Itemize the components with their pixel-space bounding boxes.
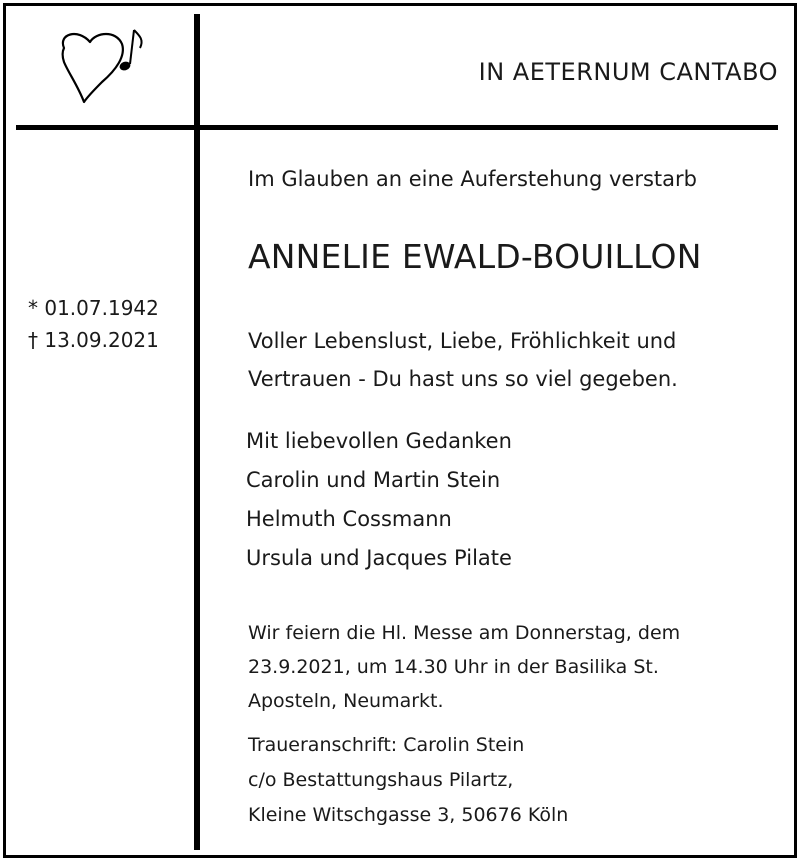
cross-vertical-bar — [194, 14, 200, 850]
condolence-address — [248, 728, 568, 833]
mass-line: 23.9.2021, um 14.30 Uhr in der Basilika St. — [248, 656, 659, 678]
address-line: Kleine Witschgasse 3, 50676 Köln — [248, 804, 569, 826]
mourners-list — [246, 422, 512, 578]
motto-heading: IN AETERNUM CANTABO — [478, 58, 778, 86]
mourner-line: Mit liebevollen Gedanken — [246, 429, 512, 453]
tribute-line: Vertrauen - Du hast uns so viel gegeben. — [248, 367, 678, 391]
heart-with-music-note-icon — [54, 26, 148, 106]
tribute-text — [248, 322, 678, 398]
deceased-name: ANNELIE EWALD-BOUILLON — [248, 237, 702, 276]
cross-horizontal-bar — [16, 125, 778, 130]
intro-text: Im Glauben an eine Auferstehung verstarb — [248, 167, 697, 191]
life-dates — [28, 292, 159, 356]
birth-date: * 01.07.1942 — [28, 296, 159, 320]
mourner-line: Ursula und Jacques Pilate — [246, 546, 512, 570]
mourner-line: Carolin und Martin Stein — [246, 468, 501, 492]
address-line: c/o Bestattungshaus Pilartz, — [248, 769, 514, 791]
mass-info — [248, 616, 680, 718]
tribute-line: Voller Lebenslust, Liebe, Fröhlichkeit und — [248, 329, 677, 353]
address-line: Traueranschrift: Carolin Stein — [248, 734, 525, 756]
mass-line: Wir feiern die Hl. Messe am Donnerstag, dem — [248, 622, 681, 644]
mourner-line: Helmuth Cossmann — [246, 507, 452, 531]
mass-line: Aposteln, Neumarkt. — [248, 690, 444, 712]
death-date: † 13.09.2021 — [28, 328, 159, 352]
